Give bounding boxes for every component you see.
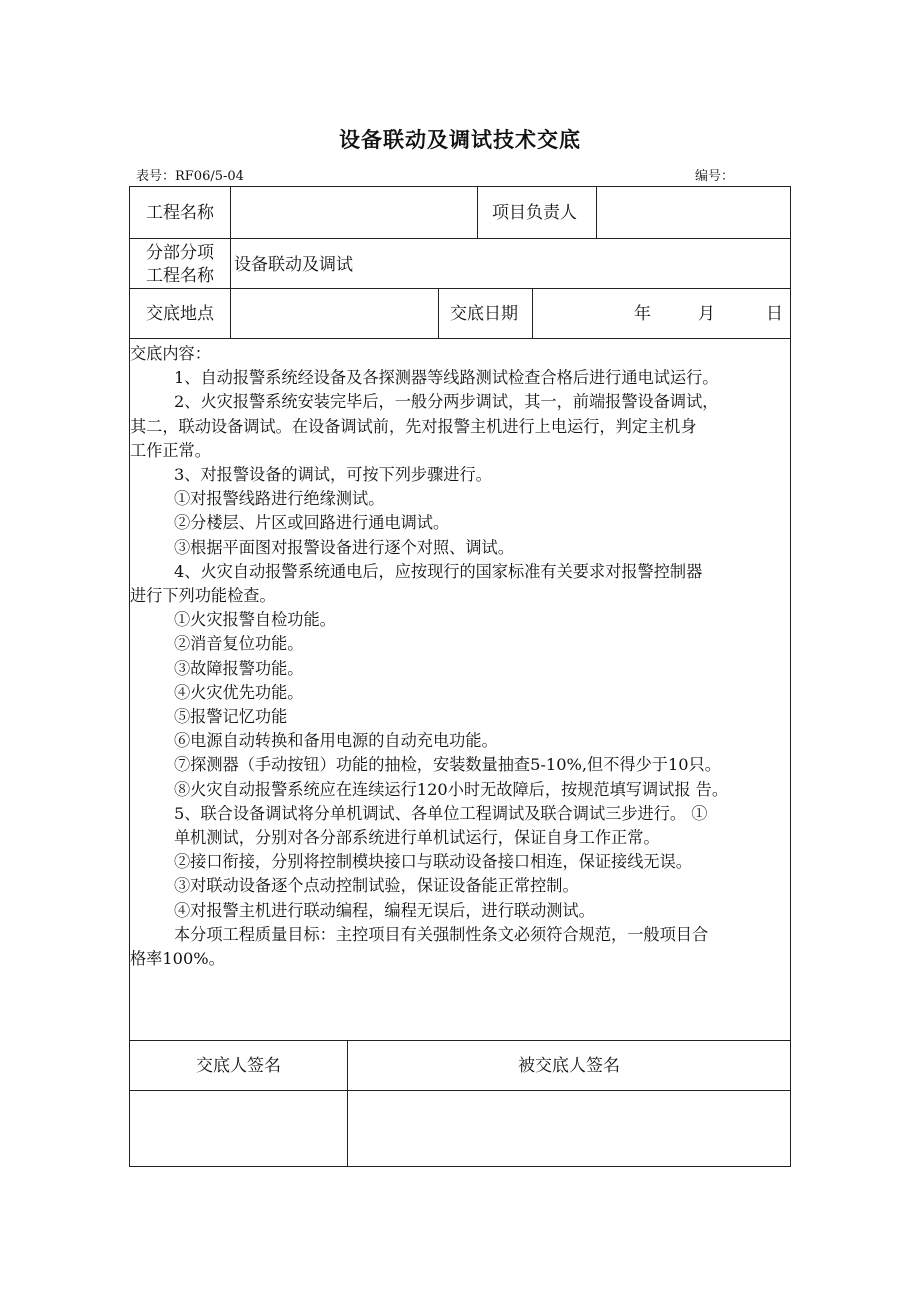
content-line: ②分楼层、片区或回路进行通电调试。 — [174, 513, 450, 533]
date-month: 月 — [698, 304, 715, 324]
content-line: ④火灾优先功能。 — [174, 682, 304, 702]
content-line: 单机测试，分别对各分部系统进行单机试运行，保证自身工作正常。 — [174, 828, 660, 848]
content-line: ③对联动设备逐个点动控制试验，保证设备能正常控制。 — [174, 876, 579, 896]
owner-label: 项目负责人 — [492, 203, 577, 223]
subproject-label-line2: 工程名称 — [146, 266, 214, 286]
content-line: ⑥电源自动转换和备用电源的自动充电功能。 — [174, 731, 498, 751]
col-divider — [532, 288, 533, 338]
subproject-label-line1: 分部分项 — [146, 243, 214, 263]
content-line: 2、火灾报警系统安装完毕后，一般分两步调试，其一，前端报警设备调试， — [174, 392, 719, 412]
content-heading: 交底内容： — [130, 344, 211, 363]
date-label: 交底日期 — [450, 304, 518, 324]
col-divider — [230, 186, 231, 338]
content-line: ⑧火灾自动报警系统应在连续运行120小时无故障后，按规范填写调试报 告。 — [174, 779, 729, 799]
form-number: 表号：RF06/5-04 — [136, 169, 244, 184]
col-divider — [438, 288, 439, 338]
content-line: 格率100%。 — [130, 949, 225, 969]
content-line: 1、自动报警系统经设备及各探测器等线路测试检查合格后进行通电试运行。 — [174, 368, 719, 388]
date-day: 日 — [766, 304, 783, 324]
place-label: 交底地点 — [146, 304, 214, 324]
subproject-value: 设备联动及调试 — [234, 255, 353, 275]
content-line: ①火灾报警自检功能。 — [174, 610, 336, 630]
receiver-signature-label: 被交底人签名 — [518, 1056, 620, 1076]
content-line: ②接口衔接，分别将控制模块接口与联动设备接口相连，保证接线无误。 — [174, 852, 692, 872]
content-line: ④对报警主机进行联动编程，编程无误后，进行联动测试。 — [174, 900, 595, 920]
content-line: ⑤报警记忆功能 — [174, 707, 288, 727]
content-line: ②消音复位功能。 — [174, 634, 304, 654]
content-line: ⑦探测器（手动按钮）功能的抽检，安装数量抽查5-10%,但不得少于10只。 — [174, 755, 721, 775]
col-divider — [477, 186, 478, 238]
content-line: 3、对报警设备的调试，可按下列步骤进行。 — [174, 465, 492, 485]
content-line: ③根据平面图对报警设备进行逐个对照、调试。 — [174, 537, 514, 557]
row-divider — [129, 1040, 791, 1041]
project-name-label: 工程名称 — [146, 203, 214, 223]
giver-signature-label: 交底人签名 — [196, 1056, 281, 1076]
date-year: 年 — [634, 304, 651, 324]
content-line: 4、火灾自动报警系统通电后，应按现行的国家标准有关要求对报警控制器 — [174, 561, 703, 581]
content-line: 5、联合设备调试将分单机调试、各单位工程调试及联合调试三步进行。 ① — [174, 803, 708, 823]
row-divider — [129, 238, 791, 239]
page-title: 设备联动及调试技术交底 — [339, 128, 581, 152]
content-line: ①对报警线路进行绝缘测试。 — [174, 489, 385, 509]
briefing-content — [130, 342, 790, 971]
content-line: 其二，联动设备调试。在设备调试前，先对报警主机进行上电运行，判定主机身 — [130, 416, 697, 436]
content-line: 本分项工程质量目标：主控项目有关强制性条文必须符合规范，一般项目合 — [174, 924, 709, 944]
content-line: 进行下列功能检查。 — [130, 586, 276, 606]
row-divider — [129, 288, 791, 289]
col-divider — [596, 186, 597, 238]
content-line: 工作正常。 — [130, 440, 211, 460]
content-line: ③故障报警功能。 — [174, 658, 304, 678]
serial-number-label: 编号： — [695, 169, 735, 184]
row-divider — [129, 1090, 791, 1091]
row-divider — [129, 338, 791, 339]
